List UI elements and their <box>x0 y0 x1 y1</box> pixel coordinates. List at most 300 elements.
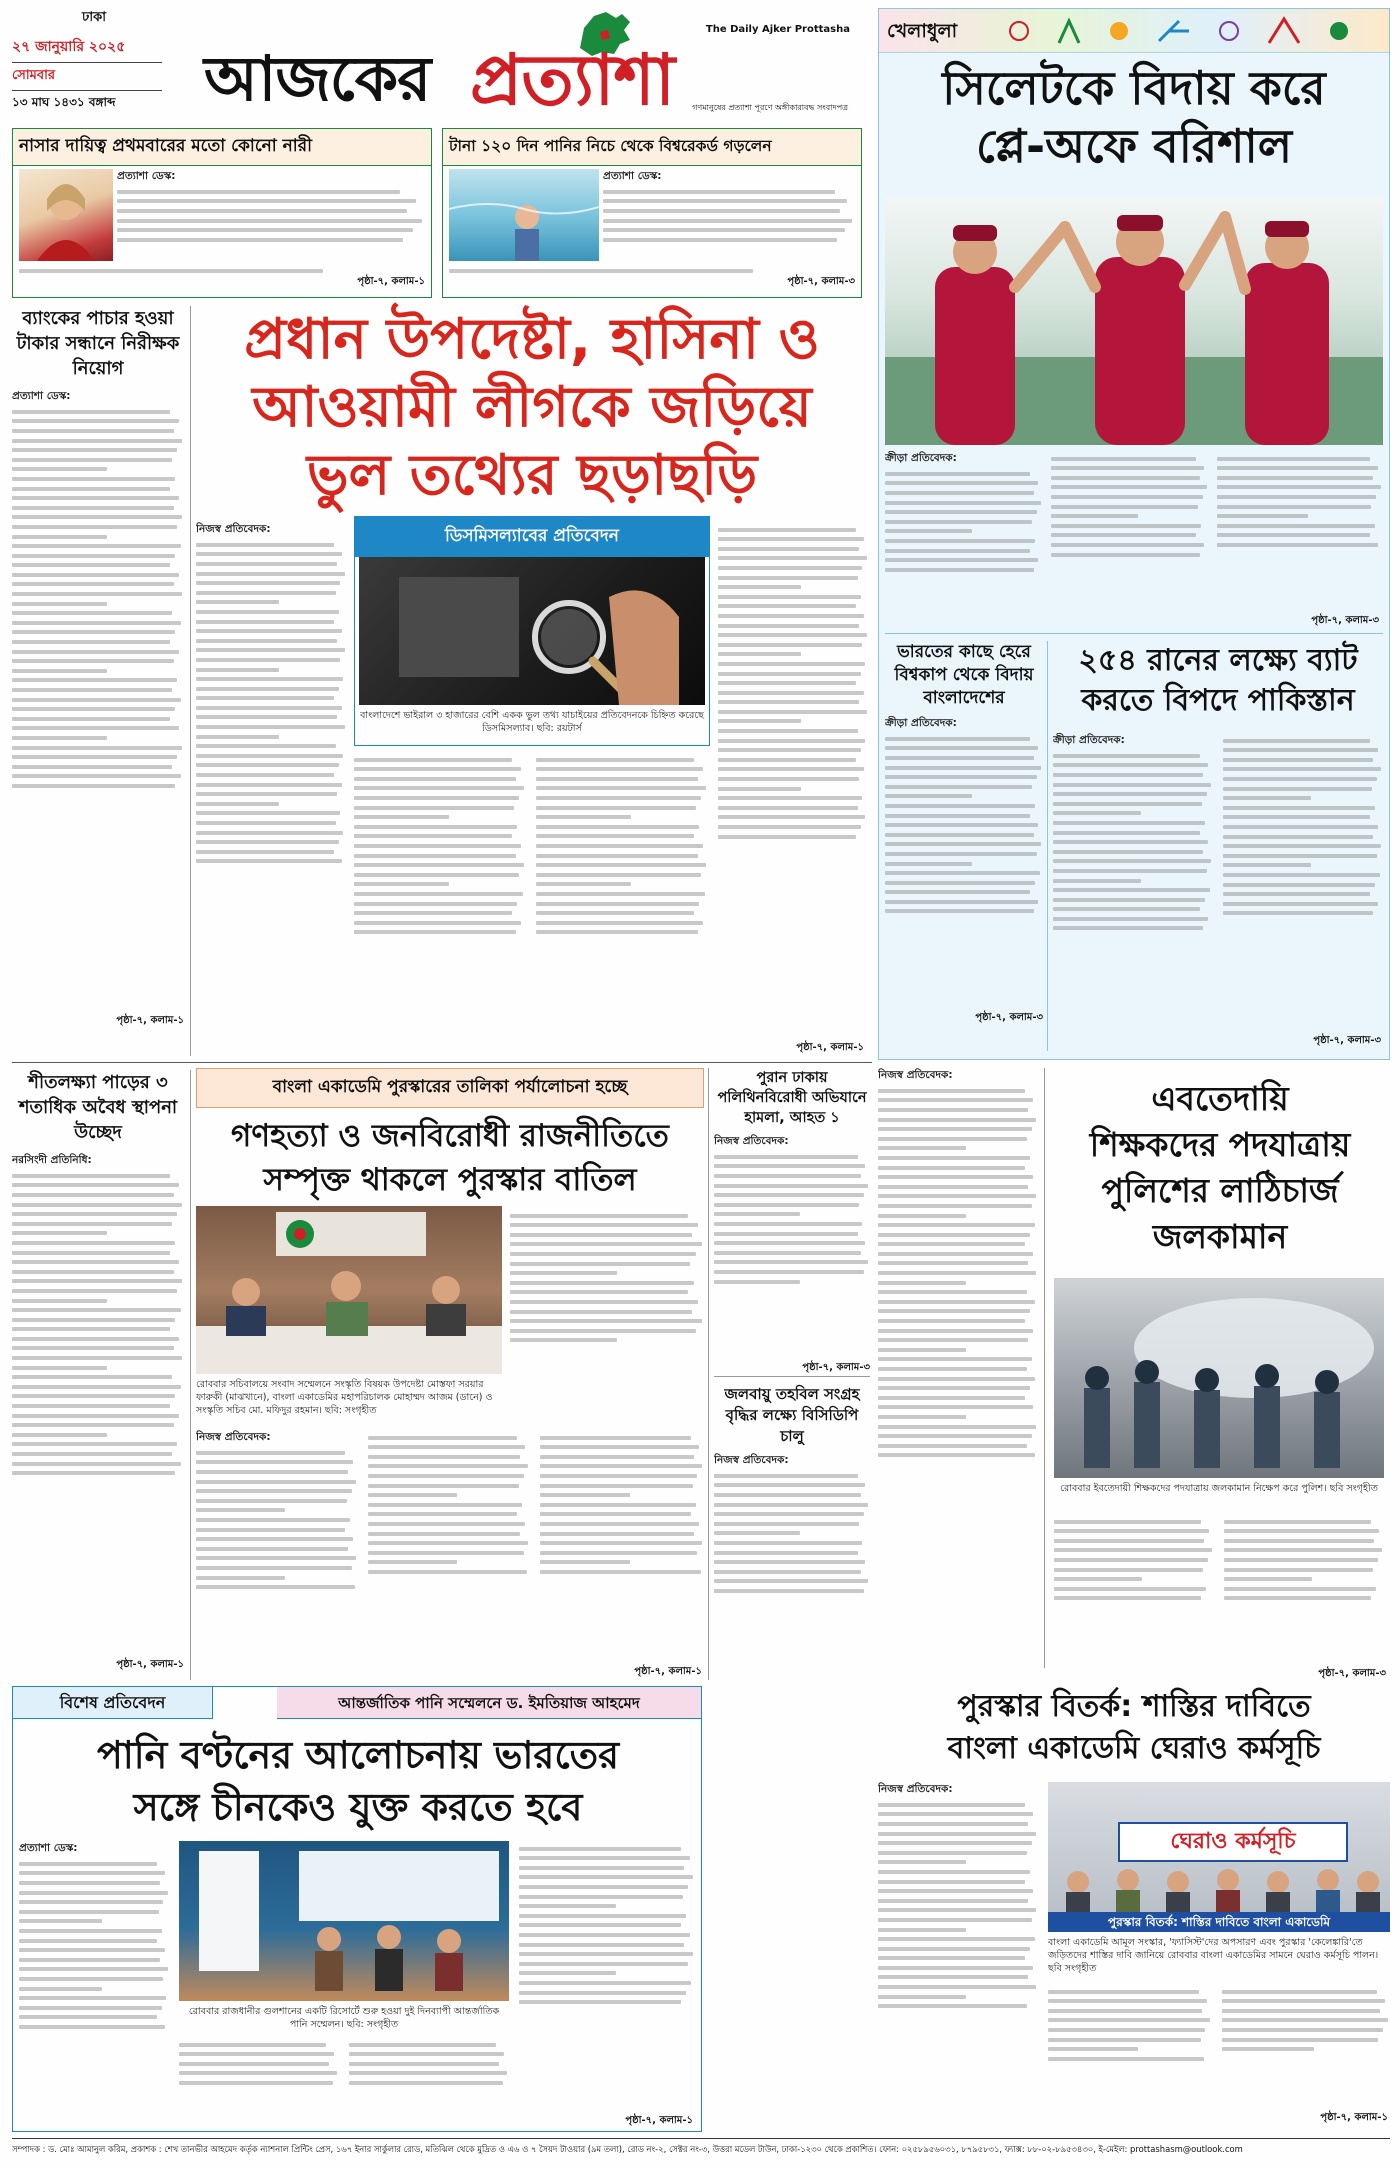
text-line <box>1223 854 1377 858</box>
text-line <box>196 1576 285 1580</box>
text-line <box>536 930 698 934</box>
text-line <box>354 911 512 915</box>
text-line <box>885 890 1030 894</box>
text-line <box>510 1242 702 1246</box>
text-line <box>1048 1999 1207 2003</box>
text-line <box>536 786 706 790</box>
text-line <box>12 1203 182 1207</box>
body-copy-lines <box>368 1436 530 1574</box>
text-line <box>1053 811 1141 815</box>
text-line <box>878 1098 1033 1102</box>
text-line <box>196 687 339 691</box>
bank-byline: প্রত্যাশা ডেস্ক: <box>12 390 71 402</box>
teachers-byline: নিজস্ব প্রতিবেদক: <box>878 1069 953 1081</box>
teachers-photo <box>1054 1278 1384 1478</box>
text-line <box>12 650 179 654</box>
text-line <box>1054 1539 1204 1543</box>
award-body-col2 <box>1048 1984 1212 2120</box>
text-line <box>196 859 342 863</box>
text-line <box>1223 758 1373 762</box>
text-line <box>1048 2038 1201 2042</box>
nasa-continued[interactable]: পৃষ্ঠা-৭, কলাম-১ <box>357 276 425 287</box>
lead-headline-3[interactable]: ভুল তথ্যের ছড়াছড়ি <box>306 443 758 508</box>
nasa-headline[interactable]: নাসার দায়িত্ব প্রথমবারের মতো কোনো নারী <box>13 129 431 166</box>
text-line <box>1048 2018 1210 2022</box>
text-line <box>19 1881 160 1885</box>
text-line <box>196 802 279 806</box>
text-line <box>1051 476 1200 480</box>
body-copy-lines <box>718 528 868 839</box>
text-line <box>12 1337 179 1341</box>
text-line <box>12 1452 172 1456</box>
text-line <box>510 1290 688 1294</box>
text-line <box>1048 2057 1204 2061</box>
text-line <box>19 1996 166 2000</box>
text-line <box>349 2062 499 2066</box>
text-line <box>540 1493 630 1497</box>
academy-headline-1[interactable]: গণহত্যা ও জনবিরোধী রাজনীতিতে <box>231 1118 669 1154</box>
text-line <box>1054 1548 1212 1552</box>
body-copy-lines <box>536 758 708 935</box>
text-line <box>878 1985 1036 1989</box>
text-line <box>12 765 172 769</box>
text-line <box>878 1329 1033 1333</box>
sports-icons-strip <box>999 13 1379 49</box>
text-line <box>1224 1577 1312 1581</box>
oldtown-continued[interactable]: পৃষ্ঠা-৭, কলাম-৩ <box>802 1362 870 1373</box>
text-line <box>1217 505 1371 509</box>
award-byline: নিজস্ব প্রতিবেদক: <box>878 1783 953 1795</box>
text-line <box>12 1318 175 1322</box>
text-line <box>12 611 172 615</box>
text-line <box>714 1541 862 1545</box>
masthead-date-block <box>12 8 162 109</box>
lead-body-col1 <box>196 522 346 1042</box>
text-line <box>12 736 107 740</box>
text-line <box>12 1231 107 1235</box>
text-line <box>1223 777 1377 781</box>
text-line <box>196 1499 347 1503</box>
text-line <box>718 614 864 618</box>
text-line <box>12 659 174 663</box>
text-line <box>12 755 177 759</box>
text-line <box>885 756 1034 760</box>
water-kicker-2: আন্তর্জাতিক পানি সম্মেলনে ড. ইমতিয়াজ আহমেদ <box>277 1687 701 1719</box>
text-line <box>19 1948 165 1952</box>
dismislab-photo <box>359 557 705 705</box>
body-copy-lines <box>540 1436 704 1574</box>
text-line <box>519 1933 690 1937</box>
text-line <box>19 2006 162 2010</box>
body-copy-lines <box>878 1803 1038 2008</box>
text-line <box>878 1281 966 1285</box>
text-line <box>12 410 170 414</box>
text-line <box>196 648 345 652</box>
text-line <box>19 1891 168 1895</box>
text-line <box>540 1512 691 1516</box>
text-line <box>196 773 334 777</box>
text-line <box>12 487 170 491</box>
text-line <box>878 1889 1033 1893</box>
text-line <box>714 1164 865 1168</box>
text-line <box>1217 495 1376 499</box>
climate-byline: নিজস্ব প্রতিবেদক: <box>714 1454 789 1466</box>
text-line <box>354 796 519 800</box>
text-line <box>878 1937 1035 1941</box>
water-headline-1[interactable]: পানি বণ্টনের আলোচনায় ভারতের <box>96 1733 620 1777</box>
text-line <box>878 1386 1030 1390</box>
text-line <box>885 814 1030 818</box>
text-line <box>536 767 703 771</box>
text-line <box>196 1470 348 1474</box>
story3-body-col1: ক্রীড়া প্রতিবেদক: <box>1053 733 1213 1033</box>
academy-body-col2 <box>368 1430 530 1662</box>
sports-headline-2[interactable]: প্লে-অফে বরিশাল <box>975 119 1292 173</box>
award-body-col3 <box>1222 1984 1390 2104</box>
underwater-headline[interactable]: টানা ১২০ দিন পানির নিচে থেকে বিশ্বরেকর্ড গড়লেন <box>443 129 861 166</box>
text-line <box>12 1346 174 1350</box>
text-line <box>19 269 323 273</box>
text-line <box>1053 754 1200 758</box>
teachers-headline-3[interactable]: পুলিশের লাঠিচার্জ <box>1101 1171 1339 1210</box>
sports-main-photo <box>885 197 1383 445</box>
text-line <box>510 1319 702 1323</box>
text-line <box>519 2000 681 2004</box>
text-line <box>12 1212 177 1216</box>
text-line <box>878 1444 1027 1448</box>
text-line <box>540 1532 694 1536</box>
text-line <box>878 1166 1025 1170</box>
climate-story <box>714 1384 870 1680</box>
text-line <box>718 691 864 695</box>
text-line <box>510 1262 690 1266</box>
award-headline-1[interactable]: পুরস্কার বিতর্ক: শাস্তির দাবিতে <box>957 1689 1311 1724</box>
body-copy-lines <box>19 1862 169 2029</box>
text-line <box>12 1183 179 1187</box>
text-line <box>1222 1999 1385 2003</box>
lead-body-col3 <box>536 752 708 1042</box>
text-line <box>196 811 340 815</box>
text-line <box>19 1871 165 1875</box>
text-line <box>519 1885 688 1889</box>
text-line <box>510 1338 617 1342</box>
text-line <box>117 199 416 203</box>
text-line <box>519 1962 688 1966</box>
text-line <box>117 209 407 213</box>
text-line <box>1222 2047 1314 2051</box>
text-line <box>354 758 512 762</box>
text-line <box>519 1981 691 1985</box>
text-line <box>196 600 279 604</box>
text-line <box>1223 825 1378 829</box>
oldtown-body <box>714 1134 870 1358</box>
award-continued[interactable]: পৃষ্ঠা-৭, কলাম-১ <box>1320 2112 1388 2123</box>
text-line <box>12 1414 179 1418</box>
story3-continued[interactable]: পৃষ্ঠা-৭, কলাম-৩ <box>1313 1035 1381 1046</box>
text-line <box>878 1870 1030 1874</box>
body-copy-lines <box>196 1451 358 1589</box>
sports-continued[interactable]: পৃষ্ঠা-৭, কলাম-৩ <box>1311 615 1379 626</box>
sports-section <box>878 8 1390 1060</box>
underwater-continued[interactable]: পৃষ্ঠা-৭, কলাম-৩ <box>787 276 855 287</box>
text-line <box>1222 1990 1377 1994</box>
climate-headline[interactable]: জলবায়ু তহবিল সংগ্রহ বৃদ্ধির লক্ষ্যে বিসিডিপি চালু <box>724 1385 860 1445</box>
text-line <box>196 706 342 710</box>
text-line <box>12 688 172 692</box>
text-line <box>714 1232 858 1236</box>
text-line <box>196 821 336 825</box>
water-body-col2 <box>179 2037 339 2127</box>
sports-story-2 <box>885 641 1043 1051</box>
text-line <box>885 549 1030 553</box>
text-line <box>1054 1596 1201 1600</box>
text-line <box>540 1436 691 1440</box>
story2-body: ক্রীড়া প্রতিবেদক: <box>885 716 1043 1006</box>
teachers-continued[interactable]: পৃষ্ঠা-৭, কলাম-৩ <box>1318 1668 1386 1679</box>
award-body-col1 <box>878 1782 1038 2122</box>
text-line <box>536 758 694 762</box>
sports-banner <box>879 9 1389 53</box>
body-copy-lines <box>1054 1520 1214 1601</box>
text-line <box>885 794 972 798</box>
text-line <box>519 1847 681 1851</box>
text-line <box>878 1271 1036 1275</box>
text-line <box>878 1089 1025 1093</box>
river-story <box>12 1070 184 1680</box>
text-line <box>12 1423 174 1427</box>
text-line <box>519 1971 616 1975</box>
text-line <box>718 528 856 532</box>
text-line <box>519 1943 684 1947</box>
text-line <box>12 573 179 577</box>
text-line <box>718 662 865 666</box>
text-line <box>368 1522 525 1526</box>
text-line <box>368 1532 520 1536</box>
text-line <box>1223 902 1378 906</box>
sports-headline-1[interactable]: সিলেটকে বিদায় করে <box>942 61 1326 115</box>
text-line <box>885 842 1041 846</box>
story3-headline-2[interactable]: করতে বিপদে পাকিস্তান <box>1081 683 1355 718</box>
water-body-col3 <box>349 2037 509 2127</box>
text-line <box>519 1875 693 1879</box>
text-line <box>117 238 403 242</box>
text-line <box>540 1474 697 1478</box>
text-line <box>196 639 337 643</box>
water-kicker-1: বিশেষ প্রতিবেদন <box>13 1687 213 1719</box>
text-line <box>878 1832 1036 1836</box>
bank-headline[interactable]: ব্যাংকের পাচার হওয়া টাকার সন্ধানে নিরীক্ষক নিয়োগ <box>16 308 180 379</box>
lead-headline-1[interactable]: প্রধান উপদেষ্টা, হাসিনা ও <box>244 307 820 372</box>
text-line <box>117 219 422 223</box>
text-line <box>540 1464 702 1468</box>
text-line <box>1053 763 1208 767</box>
oldtown-headline[interactable]: পুরান ঢাকায় পলিথিনবিরোধী অভিযানে হামলা, আহত ১ <box>717 1070 867 1126</box>
text-line <box>196 1566 352 1570</box>
text-line <box>510 1233 692 1237</box>
text-line <box>196 744 336 748</box>
text-line <box>519 1952 693 1956</box>
text-line <box>1222 2018 1388 2022</box>
text-line <box>1053 907 1200 911</box>
text-line <box>885 852 1037 856</box>
text-line <box>718 739 865 743</box>
text-line <box>714 1531 800 1535</box>
text-line <box>368 1512 517 1516</box>
lead-headline-2[interactable]: আওয়ামী লীগকে জড়িয়ে <box>252 375 812 440</box>
text-line <box>12 707 175 711</box>
text-line <box>12 1241 175 1245</box>
text-line <box>368 1455 520 1459</box>
text-line <box>1053 917 1208 921</box>
story2-continued[interactable]: পৃষ্ঠা-৭, কলাম-৩ <box>975 1012 1043 1023</box>
text-line <box>714 1251 861 1255</box>
text-line <box>519 1866 684 1870</box>
teachers-body-col3 <box>1224 1514 1384 1664</box>
text-line <box>1053 888 1210 892</box>
teachers-headline-1[interactable]: এবতেদায়ি <box>1151 1079 1289 1118</box>
text-line <box>718 576 858 580</box>
text-line <box>349 2043 496 2047</box>
text-line <box>354 882 449 886</box>
text-line <box>1223 796 1311 800</box>
award-headline-2[interactable]: বাংলা একাডেমি ঘেরাও কর্মসূচি <box>947 1731 1321 1766</box>
academy-kicker: বাংলা একাডেমি পুরস্কারের তালিকা পর্যালোচনা হচ্ছে <box>196 1068 704 1108</box>
body-copy-lines <box>1051 457 1209 557</box>
academy-headline-2[interactable]: সম্পৃক্ত থাকলে পুরস্কার বাতিল <box>263 1162 637 1198</box>
academy-continued[interactable]: পৃষ্ঠা-৭, কলাম-১ <box>634 1666 702 1677</box>
text-line <box>368 1560 457 1564</box>
text-line <box>368 1570 527 1574</box>
text-line <box>12 698 181 702</box>
teachers-caption: রোববার ইবতেদায়ী শিক্ষকদের পদযাত্রায় জলকামান নিক্ষেপ করে পুলিশ। ছবি সংগৃহীত <box>1060 1483 1378 1494</box>
text-line <box>718 719 801 723</box>
text-line <box>878 1175 1033 1179</box>
water-body-col1 <box>19 1841 169 2127</box>
lead-story <box>196 306 868 1056</box>
text-line <box>368 1541 528 1545</box>
text-line <box>12 621 181 625</box>
text-line <box>196 725 345 729</box>
text-line <box>1053 802 1202 806</box>
english-name: The Daily Ajker Prottasha <box>705 24 850 35</box>
text-line <box>1051 466 1204 470</box>
text-line <box>196 696 334 700</box>
text-line <box>354 854 516 858</box>
text-line <box>19 1929 162 1933</box>
text-line <box>12 496 179 500</box>
text-line <box>196 850 334 854</box>
text-line <box>196 620 334 624</box>
text-line <box>603 228 845 232</box>
text-line <box>718 758 856 762</box>
text-line <box>196 1556 356 1560</box>
water-headline-2[interactable]: সঙ্গে চীনকেও যুক্ত করতে হবে <box>133 1785 583 1829</box>
text-line <box>885 746 1038 750</box>
text-line <box>878 1918 1032 1922</box>
body-copy-lines <box>885 472 1043 572</box>
text-line <box>12 1193 174 1197</box>
text-line <box>1224 1568 1373 1572</box>
text-line <box>12 717 170 721</box>
text-line <box>718 748 861 752</box>
story2-headline[interactable]: ভারতের কাছে হেরে বিশ্বকাপ থেকে বিদায় বাংলাদেশের <box>894 642 1034 708</box>
text-line <box>368 1464 528 1468</box>
river-continued[interactable]: পৃষ্ঠা-৭, কলাম-১ <box>116 1659 184 1670</box>
body-copy-lines <box>885 737 1043 914</box>
text-line <box>12 535 107 539</box>
text-line <box>12 1289 177 1293</box>
text-line <box>714 1579 868 1583</box>
text-line <box>19 1939 157 1943</box>
text-line <box>718 672 861 676</box>
text-line <box>714 1260 868 1264</box>
text-line <box>12 1174 170 1178</box>
text-line <box>878 1261 1028 1265</box>
text-line <box>196 543 334 547</box>
text-line <box>12 1366 107 1370</box>
text-line <box>12 1251 170 1255</box>
text-line <box>714 1193 864 1197</box>
river-headline[interactable]: শীতলক্ষ্যা পাড়ের ৩ শতাধিক অবৈধ স্থাপনা উচ্ছেদ <box>18 1072 178 1143</box>
text-line <box>510 1223 698 1227</box>
text-line <box>196 1489 352 1493</box>
text-line <box>714 1203 859 1207</box>
text-line <box>878 1242 1025 1246</box>
text-line <box>179 2062 329 2066</box>
text-line <box>878 1415 966 1419</box>
text-line <box>536 863 706 867</box>
text-line <box>878 1803 1025 1807</box>
bank-continued[interactable]: পৃষ্ঠা-৭, কলাম-১ <box>116 1015 184 1026</box>
text-line <box>714 1589 864 1593</box>
story3-headline-1[interactable]: ২৫৪ রানের লক্ষ্যে ব্যাট <box>1078 643 1358 678</box>
text-line <box>878 1995 966 1999</box>
teachers-headline-2[interactable]: শিক্ষকদের পদযাত্রায় <box>1089 1125 1351 1164</box>
text-line <box>368 1436 517 1440</box>
text-line <box>603 238 837 242</box>
lead-continued[interactable]: পৃষ্ঠা-৭, কলাম-১ <box>796 1042 864 1053</box>
text-line <box>19 1977 163 1981</box>
text-line <box>12 1442 177 1446</box>
text-line <box>718 796 862 800</box>
text-line <box>1223 892 1370 896</box>
text-line <box>878 1947 1030 1951</box>
water-continued[interactable]: পৃষ্ঠা-৭, কলাম-১ <box>625 2115 693 2126</box>
text-line <box>1223 844 1381 848</box>
text-line <box>878 1367 1027 1371</box>
text-line <box>354 806 514 810</box>
text-line <box>196 792 337 796</box>
text-line <box>1217 457 1370 461</box>
text-line <box>878 1812 1033 1816</box>
text-line <box>510 1271 617 1275</box>
text-line <box>1053 898 1205 902</box>
text-line <box>12 1299 107 1303</box>
text-line <box>368 1445 525 1449</box>
text-line <box>878 1338 1028 1342</box>
text-line <box>510 1281 694 1285</box>
text-line <box>519 1914 686 1918</box>
teachers-headline-4[interactable]: জলকামান <box>1152 1217 1288 1256</box>
text-line <box>878 1975 1028 1979</box>
text-line <box>718 806 858 810</box>
text-line <box>718 815 865 819</box>
body-copy-lines <box>878 1089 1038 1458</box>
body-copy-lines <box>117 190 425 242</box>
text-line <box>718 652 801 656</box>
text-line <box>196 572 345 576</box>
text-line <box>368 1503 522 1507</box>
